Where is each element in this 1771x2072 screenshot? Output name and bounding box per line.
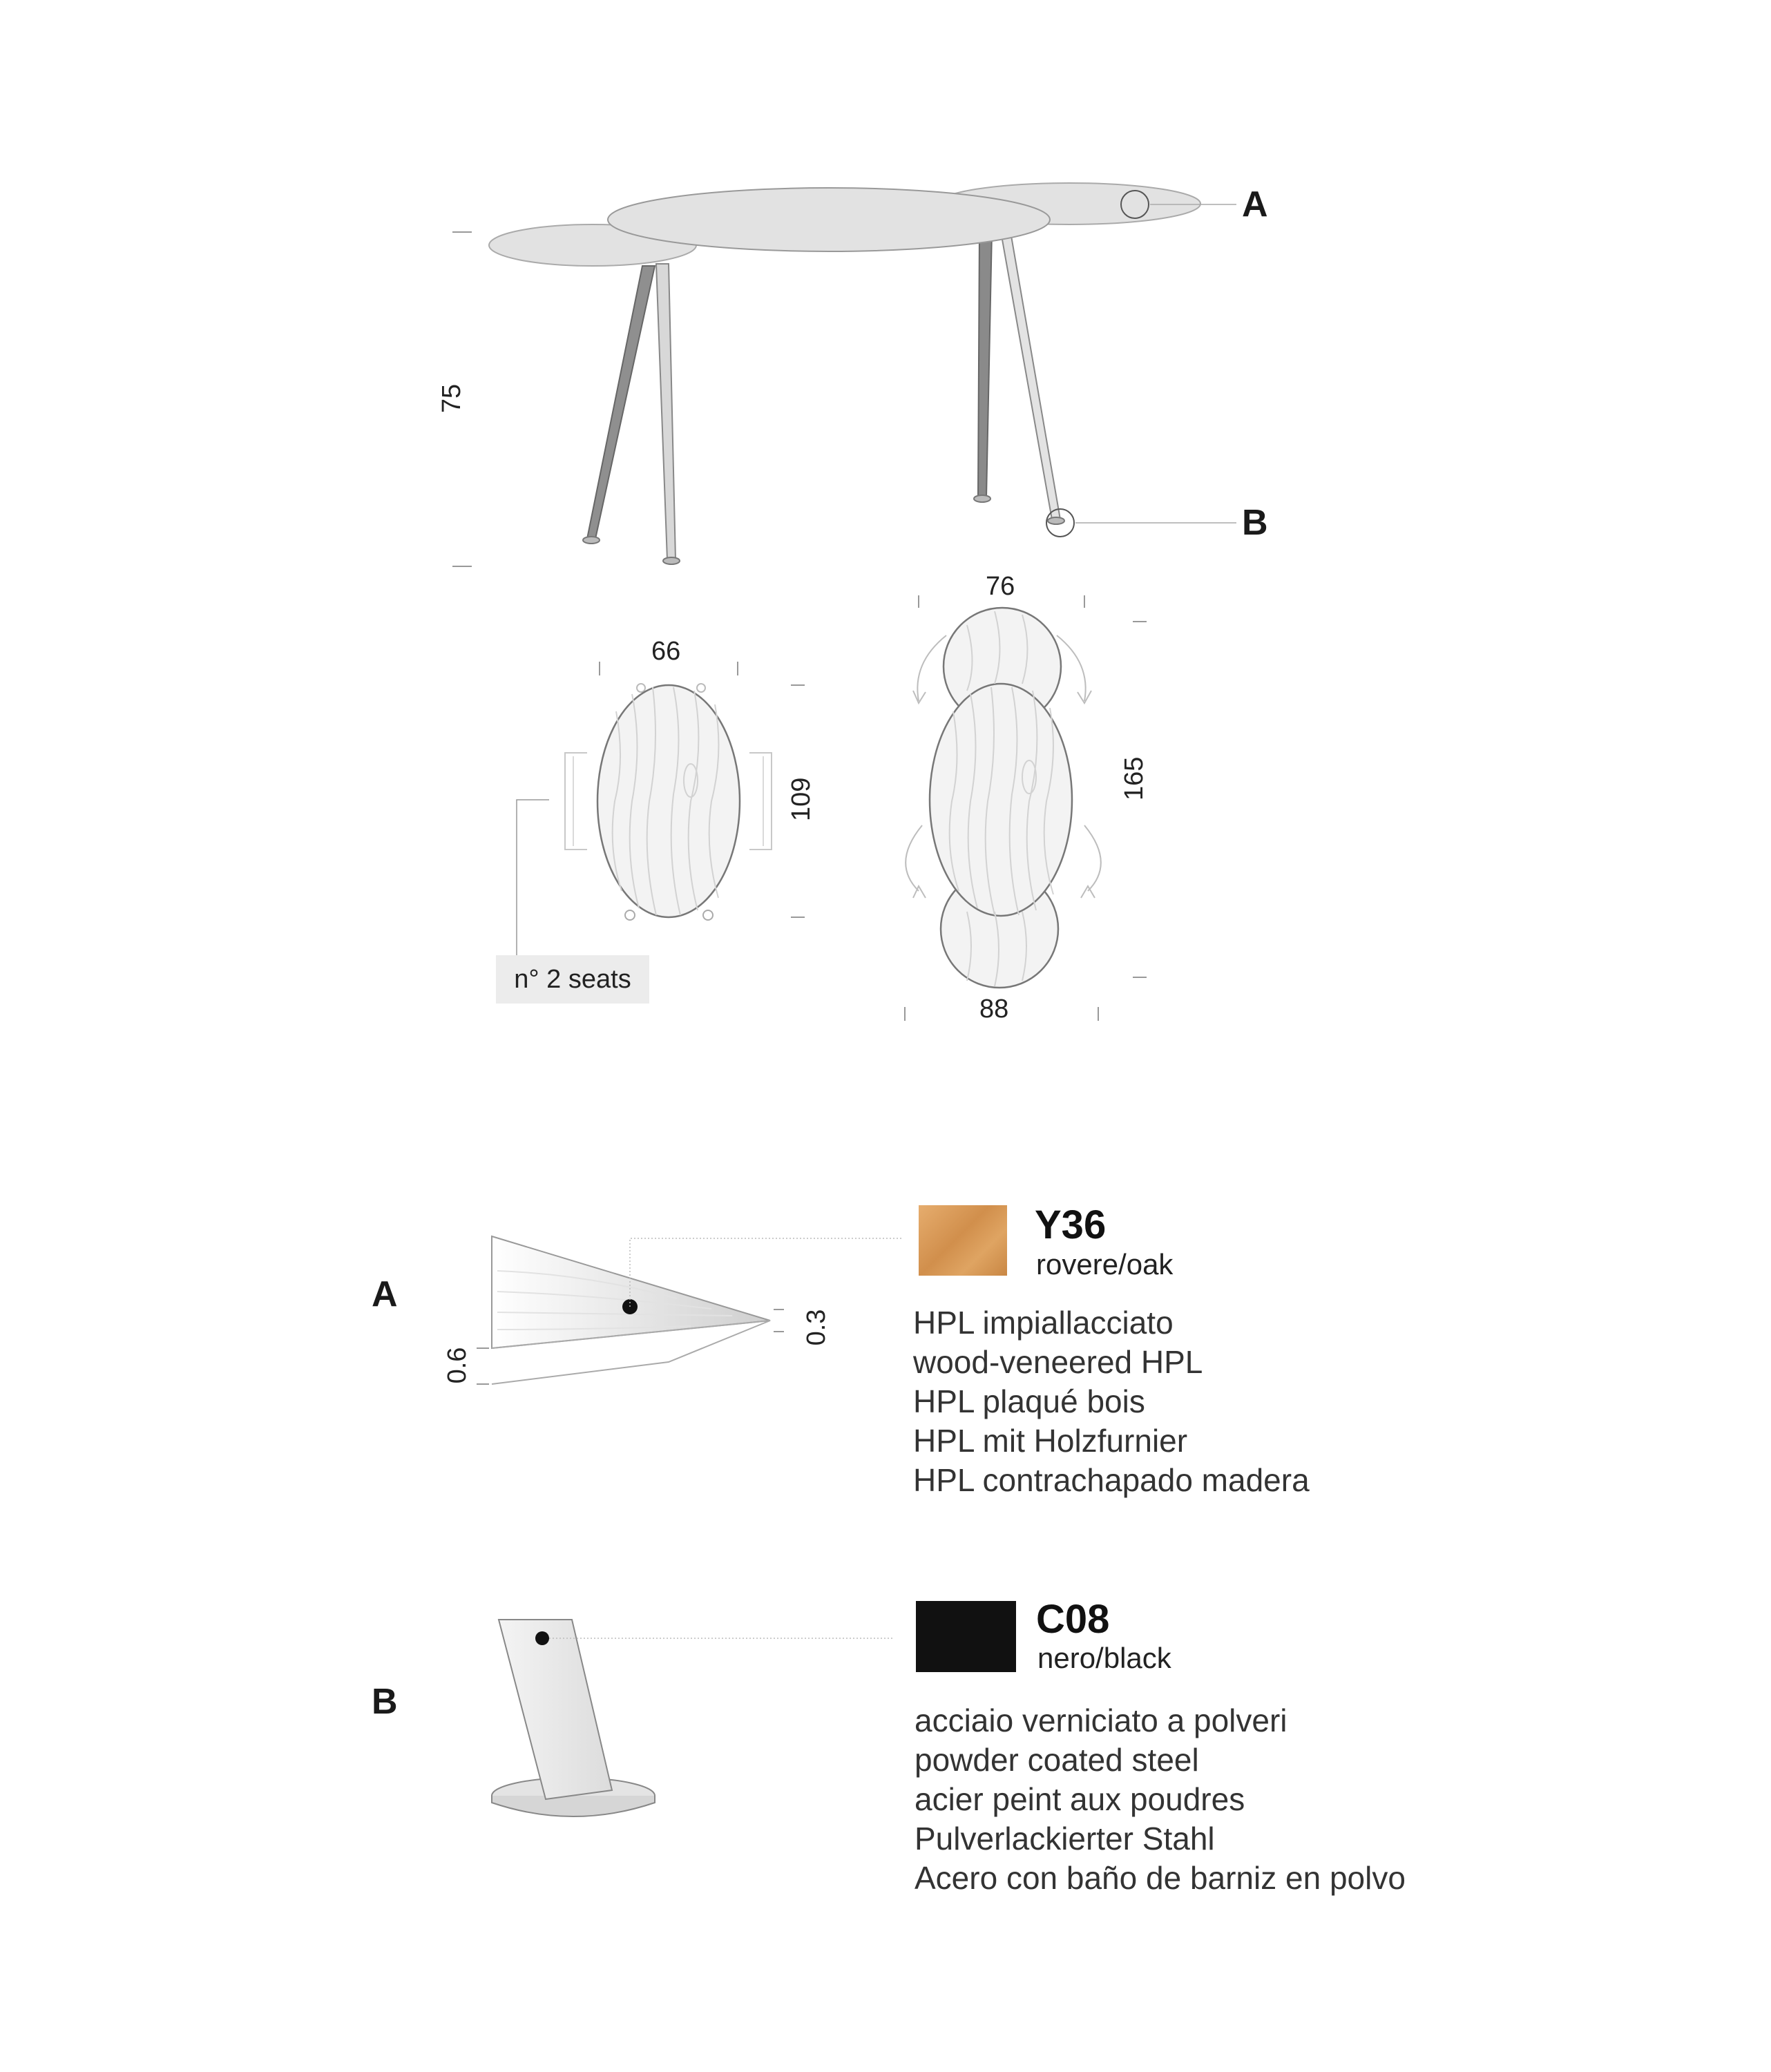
material-description-b <box>915 1701 1406 1898</box>
description-line: acier peint aux poudres <box>915 1781 1245 1817</box>
detail-b-letter: B <box>372 1682 398 1722</box>
plan-view-closed <box>517 662 805 957</box>
callout-label-b: B <box>1242 503 1268 543</box>
description-line: Acero con baño de barniz en polvo <box>915 1860 1406 1896</box>
height-dimension: 75 <box>437 383 466 414</box>
description-line: HPL mit Holzfurnier <box>913 1423 1188 1459</box>
open-width-top-dimension: 76 <box>986 572 1015 601</box>
detail-b-foot <box>492 1620 894 1816</box>
description-line: powder coated steel <box>915 1742 1199 1778</box>
leg-foot <box>974 495 990 502</box>
closed-width-dimension: 66 <box>651 637 681 666</box>
closed-length-dimension: 109 <box>787 777 816 821</box>
open-width-bottom-dimension: 88 <box>979 995 1009 1024</box>
table-leg <box>656 264 676 559</box>
material-color-b: nero/black <box>1037 1642 1171 1674</box>
description-line: HPL plaqué bois <box>913 1383 1145 1419</box>
material-swatch-black <box>916 1601 1016 1672</box>
description-line: acciaio verniciato a polveri <box>915 1702 1287 1738</box>
open-length-dimension: 165 <box>1120 756 1149 800</box>
material-color-a: rovere/oak <box>1036 1248 1174 1280</box>
detail-a-edge-section <box>477 1236 901 1384</box>
material-code-b: C08 <box>1036 1597 1110 1642</box>
material-code-a: Y36 <box>1035 1202 1107 1247</box>
material-description-a <box>913 1303 1310 1500</box>
description-line: wood-veneered HPL <box>913 1344 1203 1380</box>
leg-foot <box>663 557 680 564</box>
table-perspective-view <box>452 183 1236 566</box>
edge-outer-dimension: 0.6 <box>443 1347 472 1384</box>
edge-tip-dimension: 0.3 <box>802 1309 831 1346</box>
table-top-main <box>608 188 1050 251</box>
leg-foot <box>583 537 600 544</box>
callout-label-a: A <box>1242 184 1268 224</box>
detail-b-point <box>535 1631 549 1645</box>
description-line: HPL impiallacciato <box>913 1305 1174 1341</box>
leg-foot <box>1048 517 1064 524</box>
detail-a-letter: A <box>372 1274 398 1314</box>
table-leg <box>1000 228 1060 519</box>
seats-badge: n° 2 seats <box>496 955 649 1004</box>
plan-top-open <box>930 684 1072 916</box>
table-leg <box>978 231 992 497</box>
material-swatch-oak <box>919 1205 1007 1276</box>
plan-view-open <box>905 595 1147 1024</box>
table-leg <box>587 266 655 539</box>
description-line: HPL contrachapado madera <box>913 1462 1310 1498</box>
description-line: Pulverlackierter Stahl <box>915 1821 1215 1857</box>
